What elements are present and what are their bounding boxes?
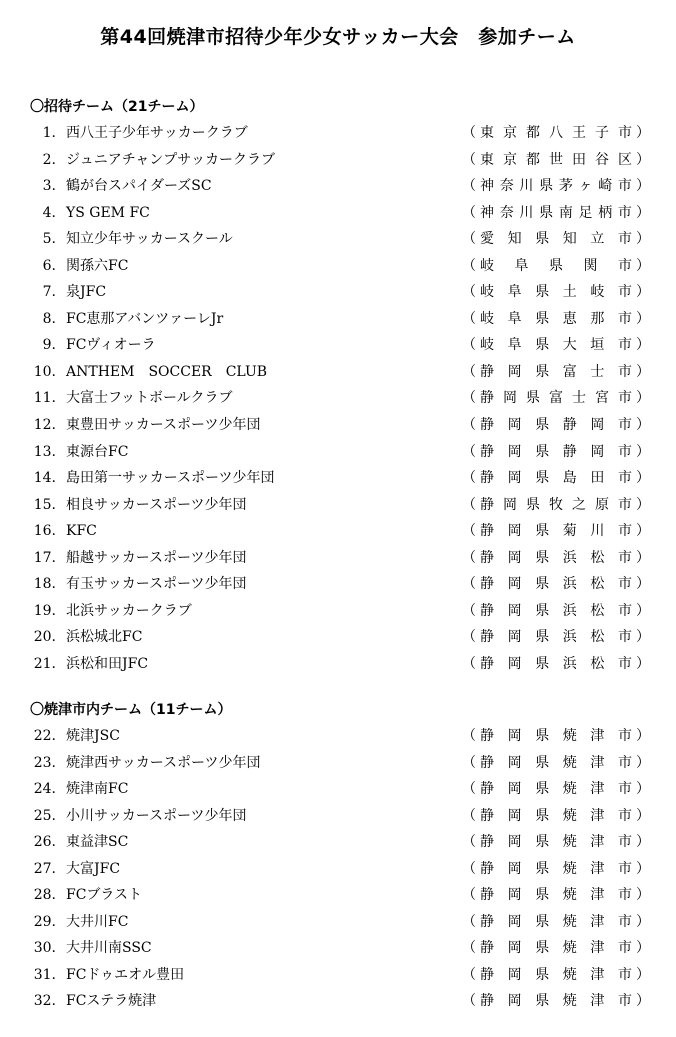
team-number: 27. [33,860,56,877]
team-location-text: 静 岡 県 焼 津 市 [480,781,632,798]
team-name: 焼津南FC [66,781,129,798]
close-paren: ） [636,125,650,141]
team-name: ANTHEM SOCCER CLUB [66,363,268,380]
close-paren: ） [636,204,650,221]
close-paren: ） [636,443,650,460]
team-row [0,909,676,936]
close-paren: ） [636,834,650,851]
close-paren: ） [636,363,650,380]
team-number: 1. [42,125,56,141]
open-paren: （ [462,231,476,248]
team-row [0,988,676,1015]
team-location [462,518,650,545]
team-row [0,306,676,333]
close-paren: ） [636,655,650,672]
section-heading-invited: 〇招待チーム（21チーム） [30,99,204,115]
team-number: 17. [33,549,56,566]
team-name: 鶴が台スパイダーズSC [66,178,212,195]
close-paren: ） [636,913,650,930]
team-location [462,200,650,227]
close-paren: ） [636,993,650,1010]
close-paren: ） [636,629,650,646]
team-row [0,624,676,651]
team-row [0,651,676,678]
close-paren: ） [636,940,650,957]
team-list-local [0,723,676,1015]
team-location-text: 東 京 都 世 田 谷 区 [480,151,632,168]
team-row [0,359,676,386]
team-location-text: 静 岡 県 浜 松 市 [480,576,632,593]
team-number: 24. [33,781,56,798]
team-name: FCステラ焼津 [66,993,157,1010]
open-paren: （ [462,390,476,407]
team-location-text: 静 岡 県 焼 津 市 [480,993,632,1010]
team-location-text: 静 岡 県 焼 津 市 [480,940,632,957]
team-name: YS GEM FC [66,204,150,221]
team-row [0,412,676,439]
open-paren: （ [462,602,476,619]
team-name: 大富士フットボールクラブ [66,390,233,407]
team-location-text: 東 京 都 八 王 子 市 [480,125,632,141]
team-name: 東源台FC [66,443,129,460]
team-number: 5. [42,231,56,248]
team-name: 焼津JSC [66,728,120,744]
team-row [0,829,676,856]
team-location-text: 静 岡 県 焼 津 市 [480,834,632,851]
team-location-text: 愛 知 県 知 立 市 [480,231,632,248]
team-number: 25. [33,807,56,824]
team-location-text: 静 岡 県 牧 之 原 市 [480,496,632,513]
open-paren: （ [462,549,476,566]
team-location-text: 静 岡 県 菊 川 市 [480,523,632,540]
team-location-text: 神 奈 川 県 茅 ヶ 崎 市 [480,178,632,195]
team-name: FC恵那アバンツァーレJr [66,310,224,327]
team-name: 東益津SC [66,834,129,851]
open-paren: （ [462,754,476,771]
team-row [0,147,676,174]
team-location-text: 岐 阜 県 関 市 [480,257,632,274]
team-number: 10. [33,363,56,380]
team-location-text: 神 奈 川 県 南 足 柄 市 [480,204,632,221]
open-paren: （ [462,151,476,168]
team-location-text: 静 岡 県 焼 津 市 [480,913,632,930]
team-location-text: 岐 阜 県 土 岐 市 [480,284,632,301]
team-location [462,829,650,856]
open-paren: （ [462,417,476,434]
close-paren: ） [636,728,650,744]
team-number: 14. [33,470,56,487]
team-location [462,909,650,936]
team-row [0,776,676,803]
open-paren: （ [462,966,476,983]
open-paren: （ [462,576,476,593]
team-location [462,856,650,883]
open-paren: （ [462,523,476,540]
open-paren: （ [462,496,476,513]
team-location [462,545,650,572]
team-location [462,226,650,253]
team-number: 8. [42,310,56,327]
team-location [462,776,650,803]
team-row [0,750,676,777]
team-list-invited [0,120,676,677]
team-location [462,624,650,651]
team-name: 大富JFC [66,860,121,877]
close-paren: ） [636,151,650,168]
open-paren: （ [462,443,476,460]
open-paren: （ [462,655,476,672]
team-row [0,935,676,962]
open-paren: （ [462,363,476,380]
team-number: 4. [42,204,56,221]
team-number: 19. [33,602,56,619]
team-location [462,253,650,280]
team-location [462,750,650,777]
team-number: 12. [33,417,56,434]
close-paren: ） [636,754,650,771]
team-row [0,226,676,253]
close-paren: ） [636,231,650,248]
team-number: 23. [33,754,56,771]
open-paren: （ [462,887,476,904]
team-name: 泉JFC [66,284,107,301]
close-paren: ） [636,257,650,274]
team-name: 浜松和田JFC [66,655,149,672]
team-location [462,465,650,492]
team-location [462,279,650,306]
team-number: 28. [33,887,56,904]
team-location-text: 静 岡 県 浜 松 市 [480,602,632,619]
team-number: 2. [42,151,56,168]
team-location-text: 静 岡 県 浜 松 市 [480,655,632,672]
team-row [0,173,676,200]
open-paren: （ [462,257,476,274]
team-name: KFC [66,523,97,540]
team-name: ジュニアチャンプサッカークラブ [66,151,276,168]
team-row [0,385,676,412]
open-paren: （ [462,178,476,195]
team-number: 20. [33,629,56,646]
team-name: 浜松城北FC [66,629,143,646]
team-location-text: 岐 阜 県 恵 那 市 [480,310,632,327]
team-location [462,412,650,439]
team-row [0,120,676,147]
open-paren: （ [462,834,476,851]
team-name: 大井川FC [66,913,129,930]
team-name: 知立少年サッカースクール [66,231,233,248]
team-row [0,803,676,830]
team-number: 13. [33,443,56,460]
team-name: FCドゥエオル豊田 [66,966,185,983]
team-row [0,439,676,466]
team-name: 大井川南SSC [66,940,152,957]
close-paren: ） [636,860,650,877]
open-paren: （ [462,125,476,141]
team-number: 15. [33,496,56,513]
team-location-text: 静 岡 県 浜 松 市 [480,629,632,646]
team-name: FCブラスト [66,887,143,904]
team-row [0,200,676,227]
team-number: 30. [33,940,56,957]
team-row [0,723,676,750]
team-number: 29. [33,913,56,930]
team-location [462,571,650,598]
team-location [462,147,650,174]
team-number: 3. [42,178,56,195]
close-paren: ） [636,781,650,798]
team-number: 11. [33,390,56,407]
open-paren: （ [462,807,476,824]
team-number: 32. [33,993,56,1010]
team-row [0,518,676,545]
close-paren: ） [636,496,650,513]
team-row [0,279,676,306]
team-location [462,306,650,333]
team-name: 東豊田サッカースポーツ少年団 [66,417,261,434]
team-number: 31. [33,966,56,983]
team-location [462,988,650,1015]
team-name: 西八王子少年サッカークラブ [66,125,248,141]
team-location [462,439,650,466]
team-number: 18. [33,576,56,593]
team-row [0,545,676,572]
open-paren: （ [462,284,476,301]
team-location-text: 静 岡 県 静 岡 市 [480,417,632,434]
team-location [462,598,650,625]
team-row [0,962,676,989]
open-paren: （ [462,728,476,744]
team-location [462,385,650,412]
close-paren: ） [636,576,650,593]
team-name: 関孫六FC [66,257,129,274]
team-location-text: 静 岡 県 富 士 市 [480,363,632,380]
team-number: 9. [42,337,56,354]
team-row [0,253,676,280]
close-paren: ） [636,417,650,434]
close-paren: ） [636,310,650,327]
open-paren: （ [462,940,476,957]
team-name: 有玉サッカースポーツ少年団 [66,576,247,593]
team-row [0,598,676,625]
team-location-text: 静 岡 県 焼 津 市 [480,887,632,904]
open-paren: （ [462,629,476,646]
open-paren: （ [462,781,476,798]
team-location-text: 静 岡 県 焼 津 市 [480,966,632,983]
open-paren: （ [462,860,476,877]
team-location-text: 静 岡 県 焼 津 市 [480,807,632,824]
team-location [462,120,650,147]
team-number: 7. [42,284,56,301]
team-location [462,173,650,200]
team-location [462,492,650,519]
close-paren: ） [636,337,650,354]
team-location-text: 静 岡 県 焼 津 市 [480,860,632,877]
team-location [462,882,650,909]
close-paren: ） [636,284,650,301]
team-location [462,723,650,750]
team-row [0,465,676,492]
close-paren: ） [636,807,650,824]
team-row [0,856,676,883]
team-location-text: 静 岡 県 島 田 市 [480,470,632,487]
team-number: 22. [33,728,56,744]
open-paren: （ [462,337,476,354]
team-location [462,332,650,359]
open-paren: （ [462,470,476,487]
team-row [0,571,676,598]
team-location [462,359,650,386]
document-title: 第44回焼津市招待少年少女サッカー大会 参加チーム [100,26,576,48]
team-number: 6. [42,257,56,274]
open-paren: （ [462,913,476,930]
team-row [0,492,676,519]
team-name: 相良サッカースポーツ少年団 [66,496,247,513]
open-paren: （ [462,204,476,221]
section-heading-local: 〇焼津市内チーム（11チーム） [30,702,232,718]
team-location [462,962,650,989]
close-paren: ） [636,390,650,407]
close-paren: ） [636,178,650,195]
team-location [462,651,650,678]
team-location [462,935,650,962]
close-paren: ） [636,470,650,487]
team-location-text: 静 岡 県 富 士 宮 市 [480,390,632,407]
open-paren: （ [462,993,476,1010]
close-paren: ） [636,602,650,619]
team-number: 16. [33,523,56,540]
close-paren: ） [636,966,650,983]
team-name: 島田第一サッカースポーツ少年団 [66,470,275,487]
open-paren: （ [462,310,476,327]
team-number: 21. [33,655,56,672]
team-number: 26. [33,834,56,851]
team-row [0,332,676,359]
team-name: 北浜サッカークラブ [66,602,192,619]
team-name: 船越サッカースポーツ少年団 [66,549,247,566]
close-paren: ） [636,523,650,540]
team-name: 小川サッカースポーツ少年団 [66,807,247,824]
close-paren: ） [636,887,650,904]
team-name: 焼津西サッカースポーツ少年団 [66,754,261,771]
team-location-text: 静 岡 県 浜 松 市 [480,549,632,566]
team-location [462,803,650,830]
team-name: FCヴィオーラ [66,337,156,354]
close-paren: ） [636,549,650,566]
team-location-text: 静 岡 県 焼 津 市 [480,728,632,744]
team-row [0,882,676,909]
team-location-text: 静 岡 県 静 岡 市 [480,443,632,460]
team-location-text: 岐 阜 県 大 垣 市 [480,337,632,354]
team-location-text: 静 岡 県 焼 津 市 [480,754,632,771]
